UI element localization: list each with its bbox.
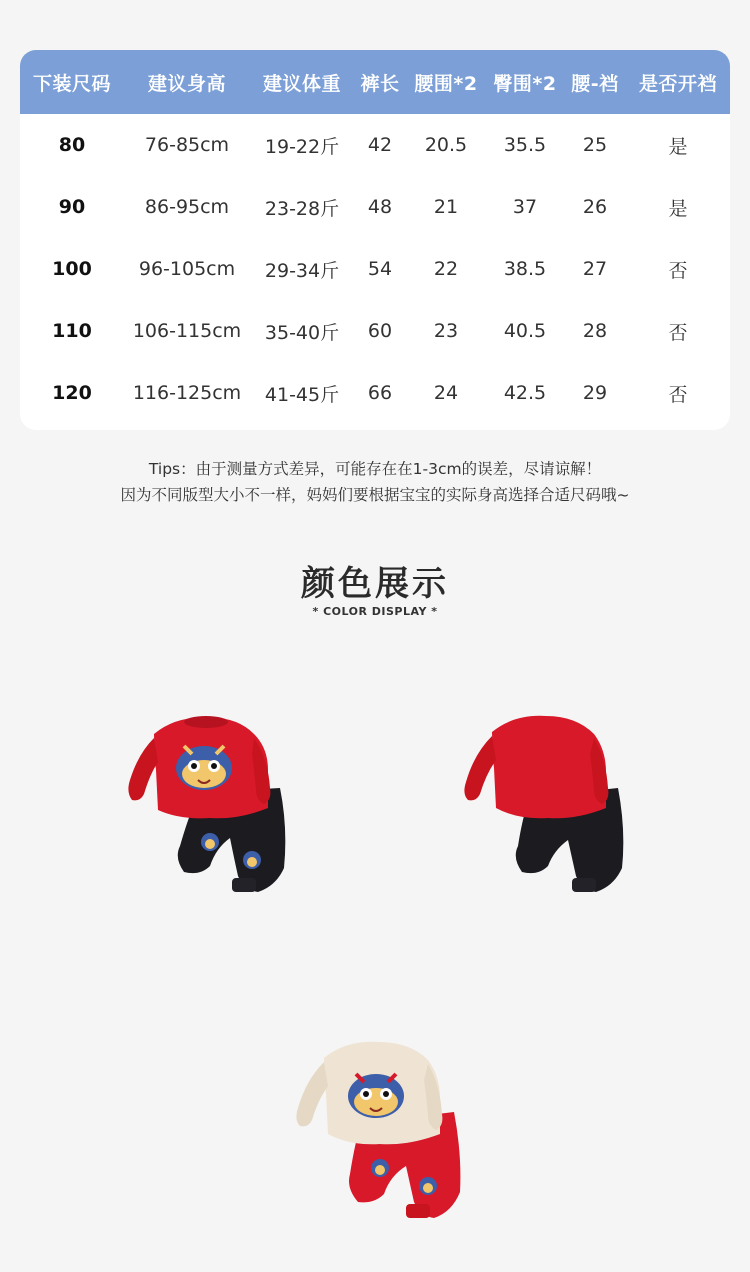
table-cell: 35.5 xyxy=(503,134,547,156)
table-cell: 29-34斤 xyxy=(264,259,340,282)
table-cell: 76-85cm xyxy=(144,134,230,156)
size-chart xyxy=(20,50,730,430)
table-cell: 90 xyxy=(58,196,86,218)
size-chart-header xyxy=(20,50,730,114)
table-cell: 38.5 xyxy=(503,258,547,280)
table-cell: 23-28斤 xyxy=(264,197,340,220)
header-cell: 下装尺码 xyxy=(32,72,111,95)
table-cell: 否 xyxy=(668,259,688,282)
table-cell: 116-125cm xyxy=(132,382,242,404)
table-cell: 28 xyxy=(582,320,608,342)
size-chart-body xyxy=(20,114,730,424)
table-cell: 120 xyxy=(52,382,92,404)
table-cell: 110 xyxy=(52,320,92,342)
measurement-tips xyxy=(0,456,750,508)
table-cell: 96-105cm xyxy=(138,258,236,280)
product-image-red-black-printed xyxy=(118,708,318,904)
table-row xyxy=(20,238,730,300)
table-cell: 23 xyxy=(433,320,459,342)
header-cell: 裤长 xyxy=(360,72,400,95)
table-cell: 37 xyxy=(512,196,538,218)
tiger-print xyxy=(176,746,232,790)
table-cell: 86-95cm xyxy=(144,196,230,218)
tips-line: Tips：由于测量方式差异，可能存在在1-3cm的误差，尽请谅解！ xyxy=(148,460,602,478)
header-cell: 是否开裆 xyxy=(638,72,717,95)
table-cell: 19-22斤 xyxy=(264,135,340,158)
table-cell: 22 xyxy=(433,258,459,280)
header-cell: 建议体重 xyxy=(262,72,341,95)
header-cell: 腰-裆 xyxy=(571,72,619,95)
product-image-cream-red-printed xyxy=(284,1036,484,1232)
table-cell: 20.5 xyxy=(424,134,468,156)
sweatshirt xyxy=(464,716,608,818)
table-row xyxy=(20,114,730,176)
table-cell: 42 xyxy=(367,134,393,156)
table-cell: 27 xyxy=(582,258,608,280)
product-image-red-black-plain xyxy=(456,708,656,904)
table-cell: 48 xyxy=(367,196,393,218)
table-cell: 80 xyxy=(58,134,86,156)
table-cell: 29 xyxy=(582,382,608,404)
section-title: 颜色展示 xyxy=(301,564,449,604)
table-cell: 25 xyxy=(582,134,608,156)
table-cell: 是 xyxy=(668,197,688,220)
table-cell: 26 xyxy=(582,196,608,218)
tiger-print xyxy=(348,1074,404,1118)
header-cell: 腰围*2 xyxy=(414,72,478,95)
table-cell: 42.5 xyxy=(503,382,547,404)
table-cell: 41-45斤 xyxy=(264,383,340,406)
table-row xyxy=(20,362,730,424)
header-cell: 建议身高 xyxy=(147,72,226,95)
table-cell: 66 xyxy=(367,382,393,404)
table-cell: 否 xyxy=(668,383,688,406)
table-cell: 是 xyxy=(668,135,688,158)
table-cell: 40.5 xyxy=(503,320,547,342)
table-cell: 54 xyxy=(367,258,393,280)
table-cell: 否 xyxy=(668,321,688,344)
section-subtitle: * COLOR DISPLAY * xyxy=(312,605,438,618)
table-row xyxy=(20,176,730,238)
tips-line: 因为不同版型大小不一样，妈妈们要根据宝宝的实际身高选择合适尺码哦~ xyxy=(120,486,630,504)
table-cell: 100 xyxy=(52,258,92,280)
table-cell: 106-115cm xyxy=(132,320,242,342)
table-cell: 24 xyxy=(433,382,459,404)
table-cell: 21 xyxy=(433,196,459,218)
table-row xyxy=(20,300,730,362)
table-cell: 35-40斤 xyxy=(264,321,340,344)
header-cell: 臀围*2 xyxy=(493,72,557,95)
table-cell: 60 xyxy=(367,320,393,342)
